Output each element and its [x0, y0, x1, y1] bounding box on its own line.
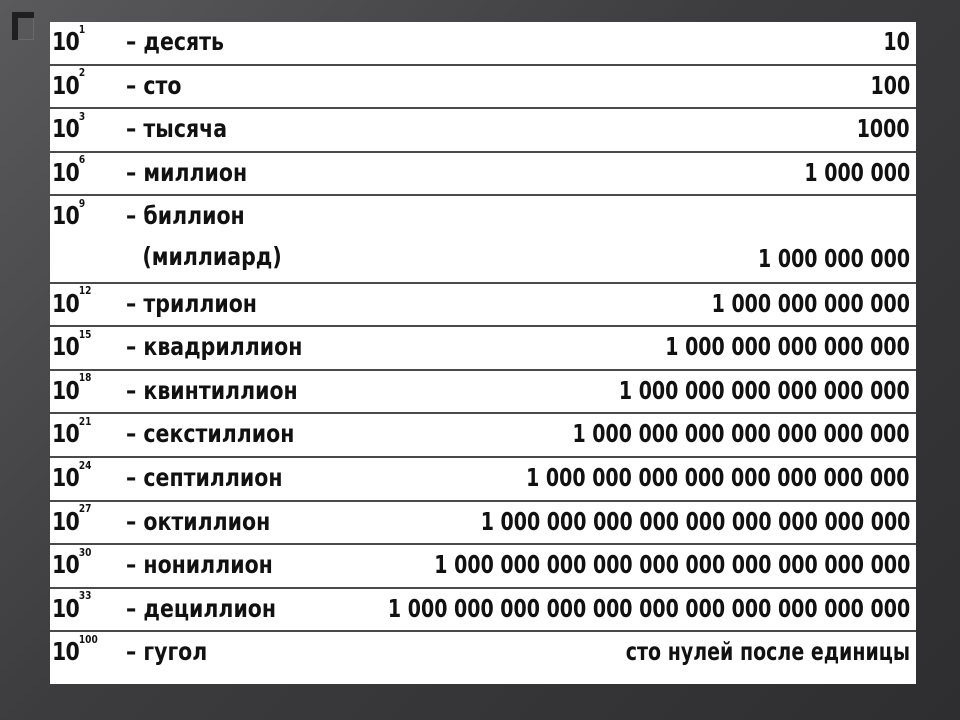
number-value: 1000 [857, 114, 910, 144]
table-row [50, 22, 916, 66]
number-name: – гугол [126, 637, 208, 667]
table-row [50, 632, 916, 676]
number-name: – нониллион [126, 550, 273, 580]
table-row [50, 66, 916, 110]
table-row [50, 502, 916, 546]
power-of-ten: $10^{21}$ [52, 415, 92, 449]
number-value: 1 000 000 [804, 157, 910, 187]
number-name: – септиллион [126, 462, 283, 492]
power-of-ten: $10^{30}$ [52, 545, 92, 580]
power-of-ten: $10^{18}$ [52, 371, 92, 405]
number-name: – октиллион [126, 506, 271, 536]
power-of-ten: $10^{100}$ [52, 632, 98, 667]
number-name: – квадриллион [126, 332, 303, 362]
number-name: – биллион (миллиард) [126, 201, 282, 272]
number-name: – дециллион [126, 593, 277, 623]
table-row [50, 153, 916, 197]
power-of-ten: $10^{15}$ [52, 327, 92, 362]
number-value: 1 000 000 000 000 000 000 000 000 000 [480, 506, 910, 536]
number-name: – тысяча [126, 114, 228, 144]
number-value: сто нулей после единицы [625, 637, 910, 667]
number-name: – сто [126, 70, 182, 100]
number-name: – секстиллион [126, 419, 295, 449]
number-name: – десять [126, 27, 225, 56]
power-of-ten: $10^{24}$ [52, 458, 92, 492]
number-value: 10 [883, 27, 910, 56]
table-row [50, 589, 916, 633]
number-value: 1 000 000 000 [757, 244, 910, 274]
number-value: 1 000 000 000 000 000 000 000 [572, 419, 910, 449]
table-row [50, 109, 916, 153]
power-of-ten: $10^2$ [52, 66, 86, 100]
table-row [50, 196, 916, 283]
number-value: 1 000 000 000 000 [711, 288, 910, 318]
power-of-ten: $10^{33}$ [52, 589, 92, 623]
table-row [50, 458, 916, 502]
number-name: – миллион [126, 157, 248, 187]
power-of-ten: $10^{27}$ [52, 502, 92, 536]
table-row [50, 284, 916, 328]
table-row [50, 414, 916, 458]
power-of-ten: $10^1$ [52, 22, 86, 56]
corner-bracket-decoration [12, 12, 34, 40]
number-value: 100 [870, 70, 910, 100]
number-name: – триллион [126, 288, 257, 318]
number-name-alt: (миллиард) [142, 242, 282, 272]
table-row [50, 371, 916, 415]
table-row [50, 545, 916, 589]
power-of-ten: $10^3$ [52, 109, 86, 144]
power-of-ten: $10^6$ [52, 153, 86, 187]
number-value: 1 000 000 000 000 000 000 000 000 [526, 462, 910, 492]
number-value: 1 000 000 000 000 000 000 000 000 000 000 000 [387, 593, 910, 623]
table-row [50, 327, 916, 371]
power-of-ten: $10^{12}$ [52, 284, 92, 318]
number-names-table [50, 22, 916, 684]
number-name: – квинтиллион [126, 375, 298, 405]
number-value: 1 000 000 000 000 000 [665, 332, 910, 362]
number-value: 1 000 000 000 000 000 000 000 000 000 000 [434, 550, 910, 580]
power-of-ten: $10^9$ [52, 197, 86, 231]
number-value: 1 000 000 000 000 000 000 [619, 375, 910, 405]
